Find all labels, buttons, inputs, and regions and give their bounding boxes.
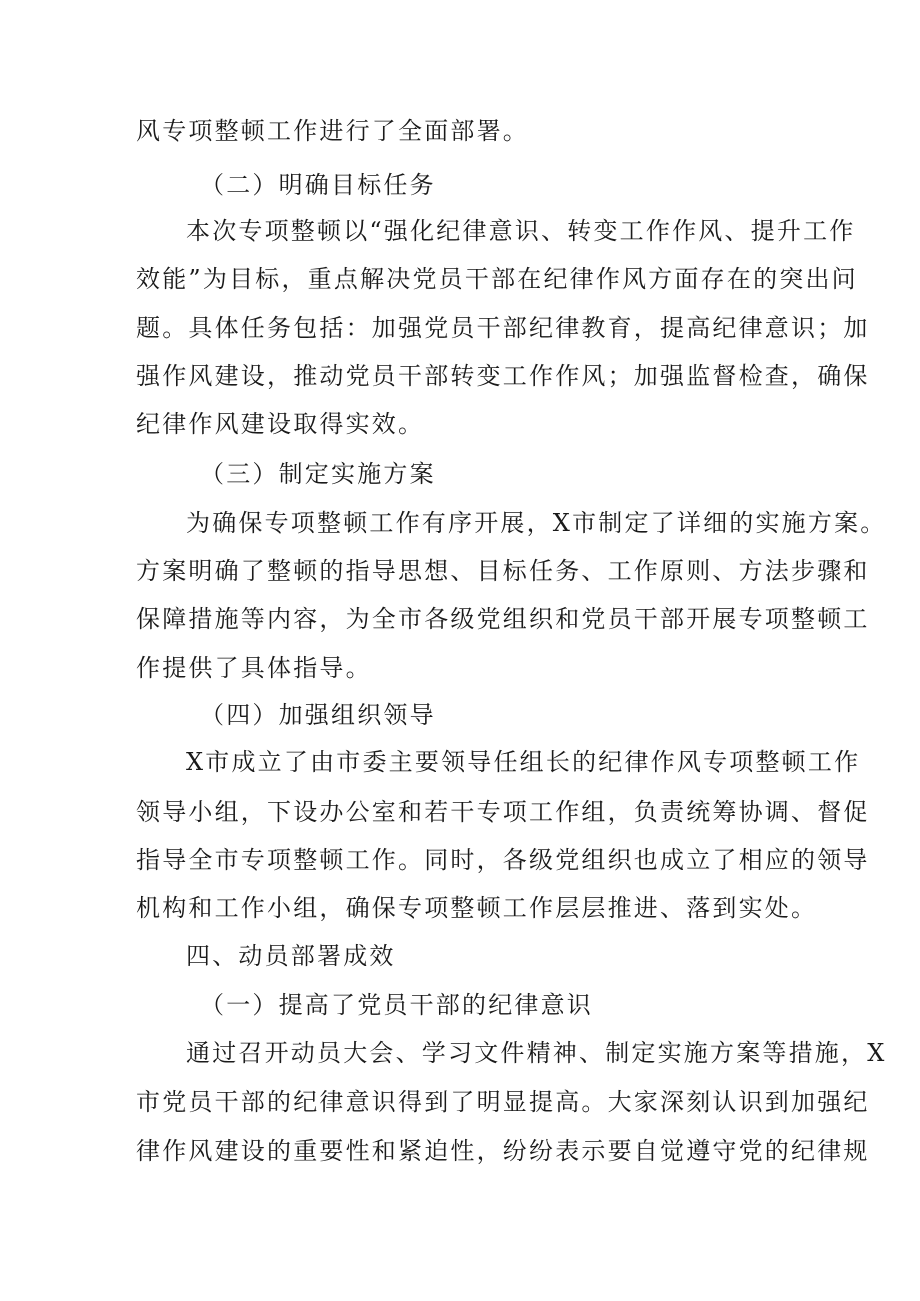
subsection-heading: （一）提高了党员干部的纪律意识	[200, 991, 593, 1019]
paragraph-line: 保障措施等内容，为全市各级党组织和党员干部开展专项整顿工	[136, 605, 870, 633]
paragraph-line: 律作风建设的重要性和紧迫性，纷纷表示要自觉遵守党的纪律规	[136, 1137, 870, 1165]
paragraph-line: 为确保专项整顿工作有序开展，X市制定了详细的实施方案。	[186, 509, 887, 537]
section-heading: 四、动员部署成效	[186, 942, 396, 970]
paragraph-line: 通过召开动员大会、学习文件精神、制定实施方案等措施，X	[186, 1039, 887, 1067]
subsection-heading: （二）明确目标任务	[200, 171, 436, 199]
paragraph-line: 效能”为目标，重点解决党员干部在纪律作风方面存在的突出问	[136, 265, 858, 293]
paragraph-line: 方案明确了整顿的指导思想、目标任务、工作原则、方法步骤和	[136, 557, 870, 585]
paragraph-line: 作提供了具体指导。	[136, 654, 372, 682]
paragraph-line: 题。具体任务包括：加强党员干部纪律教育，提高纪律意识；加	[136, 314, 870, 342]
subsection-heading: （三）制定实施方案	[200, 460, 436, 488]
paragraph-line: 指导全市专项整顿工作。同时，各级党组织也成立了相应的领导	[136, 846, 870, 874]
paragraph-line: 本次专项整顿以“强化纪律意识、转变工作作风、提升工作	[186, 217, 856, 245]
paragraph-line: 纪律作风建设取得实效。	[136, 410, 425, 438]
paragraph-line: 强作风建设，推动党员干部转变工作作风；加强监督检查，确保	[136, 362, 870, 390]
paragraph-line: 风专项整顿工作进行了全面部署。	[136, 117, 529, 145]
paragraph-line: X市成立了由市委主要领导任组长的纪律作风专项整顿工作	[186, 748, 861, 776]
paragraph-line: 机构和工作小组，确保专项整顿工作层层推进、落到实处。	[136, 894, 818, 922]
subsection-heading: （四）加强组织领导	[200, 701, 436, 729]
paragraph-line: 领导小组，下设办公室和若干专项工作组，负责统筹协调、督促	[136, 798, 870, 826]
paragraph-line: 市党员干部的纪律意识得到了明显提高。大家深刻认识到加强纪	[136, 1088, 870, 1116]
